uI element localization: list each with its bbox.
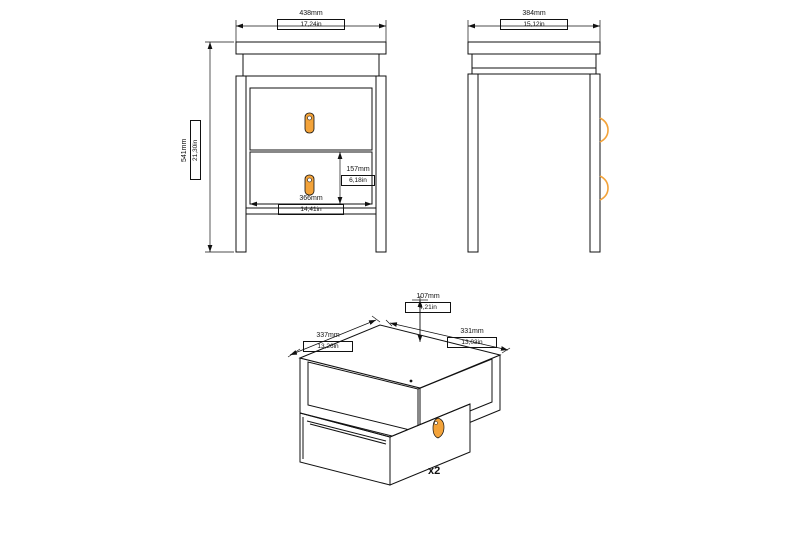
- dim-drawer-box-width-mm: 337mm: [316, 332, 340, 339]
- dim-front-height-mm: 541mm: [181, 138, 188, 162]
- dim-front-width-in: 17,24in: [277, 19, 345, 30]
- dim-front-height: [180, 120, 201, 180]
- dim-side-depth-mm: 384mm: [522, 10, 546, 17]
- quantity-note: x2: [428, 465, 441, 477]
- dim-drawer-box-depth-mm: 331mm: [460, 328, 484, 335]
- dim-front-width-mm: 438mm: [299, 10, 323, 17]
- dim-drawer-box-depth-in: 13,03in: [447, 337, 497, 348]
- dim-drawer-box-height-mm: 107mm: [416, 293, 440, 300]
- dim-drawer-front-height: [341, 165, 375, 186]
- dim-drawer-box-height: [405, 292, 451, 313]
- dim-drawer-inner-width-mm: 366mm: [299, 195, 323, 202]
- dim-drawer-box-width-in: 13,26in: [303, 341, 353, 352]
- front-view-dimension-lines: [205, 20, 386, 252]
- dim-drawer-box-height-in: 4,21in: [405, 302, 451, 313]
- dim-drawer-box-depth: [447, 327, 497, 348]
- dim-drawer-front-height-mm: 157mm: [346, 166, 370, 173]
- dim-drawer-inner-width-in: 14,41in: [278, 204, 344, 215]
- dim-drawer-inner-width: [278, 194, 344, 215]
- dim-front-width: [277, 9, 345, 30]
- dim-front-height-in: 21,30in: [190, 120, 201, 180]
- dim-drawer-box-width: [303, 331, 353, 352]
- front-view-geometry: [236, 42, 386, 252]
- dim-side-depth: [500, 9, 568, 30]
- dim-side-depth-in: 15,12in: [500, 19, 568, 30]
- side-view-geometry: [468, 42, 608, 252]
- dim-drawer-front-height-in: 6,18in: [341, 175, 375, 186]
